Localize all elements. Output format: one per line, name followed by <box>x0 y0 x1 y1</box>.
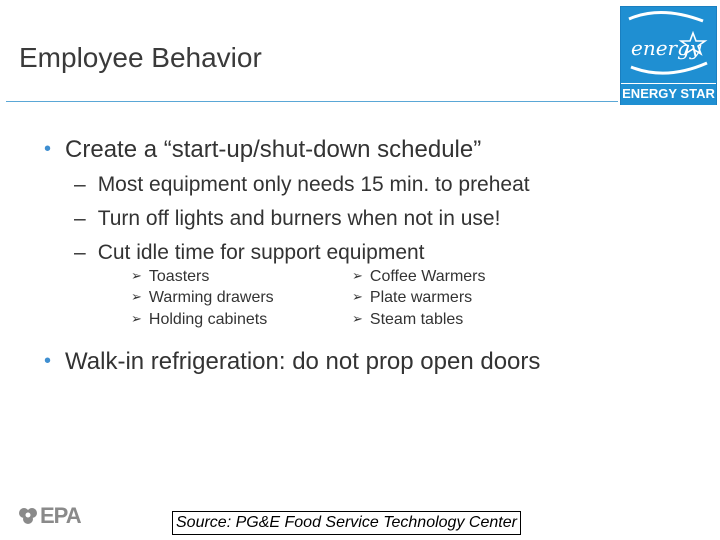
sub-bullet-item <box>74 173 530 197</box>
sub-bullet-text: Cut idle time for support equipment <box>97 241 425 264</box>
bullet-marker: • <box>44 350 52 372</box>
arrow-bullet-icon: ➢ <box>131 289 142 304</box>
arrow-bullet-icon: ➢ <box>352 311 363 326</box>
dash-marker: – <box>74 173 86 196</box>
equipment-item <box>352 311 463 329</box>
sub-bullet-text: Turn off lights and burners when not in use! <box>97 207 501 230</box>
energy-script-text: energy <box>631 36 702 60</box>
bullet-text: Walk-in refrigeration: do not prop open doors <box>65 348 541 375</box>
arrow-bullet-icon: ➢ <box>352 289 363 304</box>
bullet-text: Create a “start-up/shut-down schedule” <box>65 136 482 163</box>
equipment-text: Plate warmers <box>369 289 473 306</box>
sub-bullet-item <box>74 207 500 231</box>
bullet-item <box>44 136 481 164</box>
dash-marker: – <box>74 241 86 264</box>
equipment-text: Coffee Warmers <box>369 268 486 285</box>
equipment-text: Warming drawers <box>148 289 274 306</box>
arrow-bullet-icon: ➢ <box>131 268 142 283</box>
equipment-item <box>131 289 274 307</box>
energy-star-logo <box>620 6 717 105</box>
epa-text: EPA <box>40 503 81 528</box>
epa-flower-icon <box>18 507 38 525</box>
sub-bullet-item <box>74 241 425 265</box>
equipment-item <box>352 289 472 307</box>
source-note: Source: PG&E Food Service Technology Center <box>172 511 521 535</box>
equipment-item <box>131 268 209 286</box>
title-divider <box>6 101 618 102</box>
slide-title: Employee Behavior <box>19 42 262 73</box>
energy-star-label: ENERGY STAR <box>622 86 715 101</box>
equipment-text: Toasters <box>148 268 210 285</box>
equipment-item <box>352 268 486 286</box>
equipment-text: Holding cabinets <box>148 311 268 328</box>
arrow-bullet-icon: ➢ <box>352 268 363 283</box>
energy-star-emblem-icon <box>621 7 716 81</box>
equipment-item <box>131 311 267 329</box>
bullet-marker: • <box>44 138 52 160</box>
dash-marker: – <box>74 207 86 230</box>
arrow-bullet-icon: ➢ <box>131 311 142 326</box>
bullet-item <box>44 348 540 376</box>
epa-logo <box>18 503 81 529</box>
equipment-text: Steam tables <box>369 311 464 328</box>
sub-bullet-text: Most equipment only needs 15 min. to preheat <box>97 173 530 196</box>
